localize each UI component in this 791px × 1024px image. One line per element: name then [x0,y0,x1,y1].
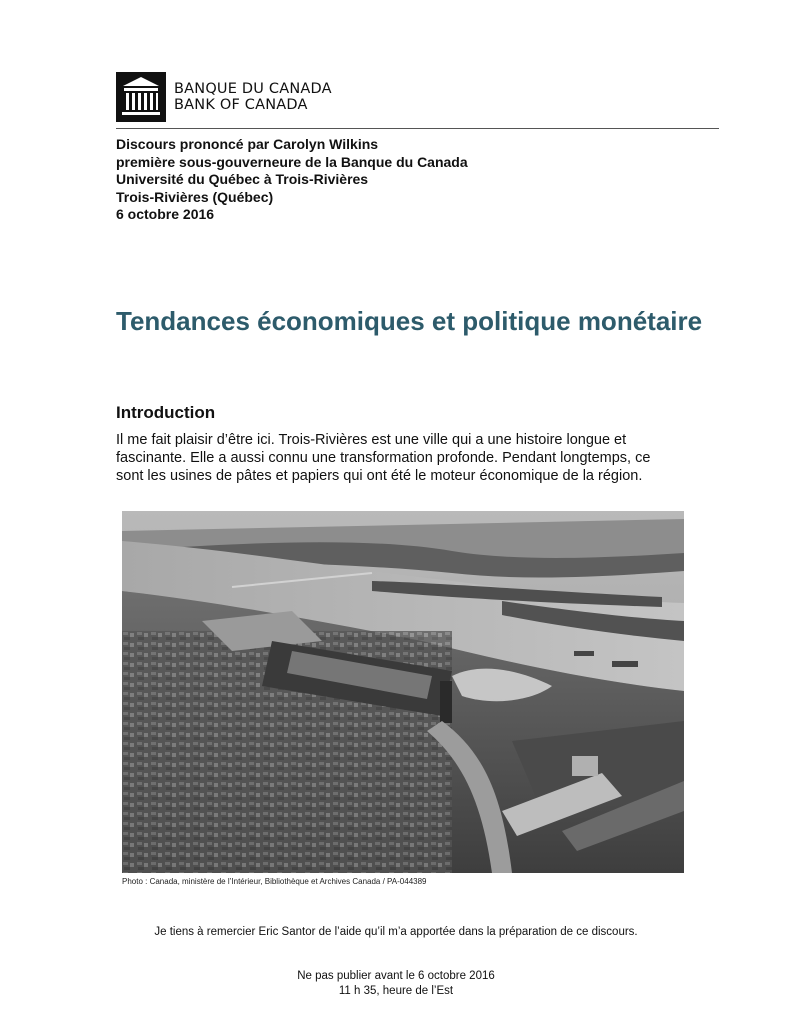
speech-role: première sous-gouverneure de la Banque du Canada [116,153,468,170]
embargo-time: 11 h 35, heure de l’Est [338,984,454,997]
speech-date: 6 octobre 2016 [116,206,215,223]
embargo-date: Ne pas publier avant le 6 octobre 2016 [297,970,495,982]
speech-venue: Université du Québec à Trois-Rivières [116,171,369,188]
header-divider [116,128,719,129]
speech-speaker: Discours prononcé par Carolyn Wilkins [116,136,379,152]
aerial-photo [122,511,684,873]
bank-name-fr: BANQUE DU CANADA [174,81,332,97]
bank-building-icon [116,72,166,122]
speech-meta [116,136,468,224]
bank-name [174,81,332,113]
speech-location: Trois-Rivières (Québec) [116,188,274,205]
acknowledgement-note: Je tiens à remercier Eric Santor de l’aide qu’il m’a apportée dans la préparation de ce discours. [154,926,638,938]
bank-logo [116,72,332,122]
bank-name-en: BANK OF CANADA [174,97,308,113]
section-heading-introduction: Introduction [116,403,216,422]
aerial-photo-image [122,511,684,873]
page-title: Tendances économiques et politique monétaire [116,306,703,336]
intro-paragraph: Il me fait plaisir d’être ici. Trois-Rivières est une ville qui a une histoire longue et fascinante. Elle a aussi connu une transformation profonde. Pendant longtemps, ce sont les usines de pâtes et papiers qui ont été le moteur économique de la région. [116,432,651,485]
embargo-notice [116,969,676,998]
photo-credit: Photo : Canada, ministère de l’Intérieur, Bibliothèque et Archives Canada / PA-044389 [122,877,427,886]
